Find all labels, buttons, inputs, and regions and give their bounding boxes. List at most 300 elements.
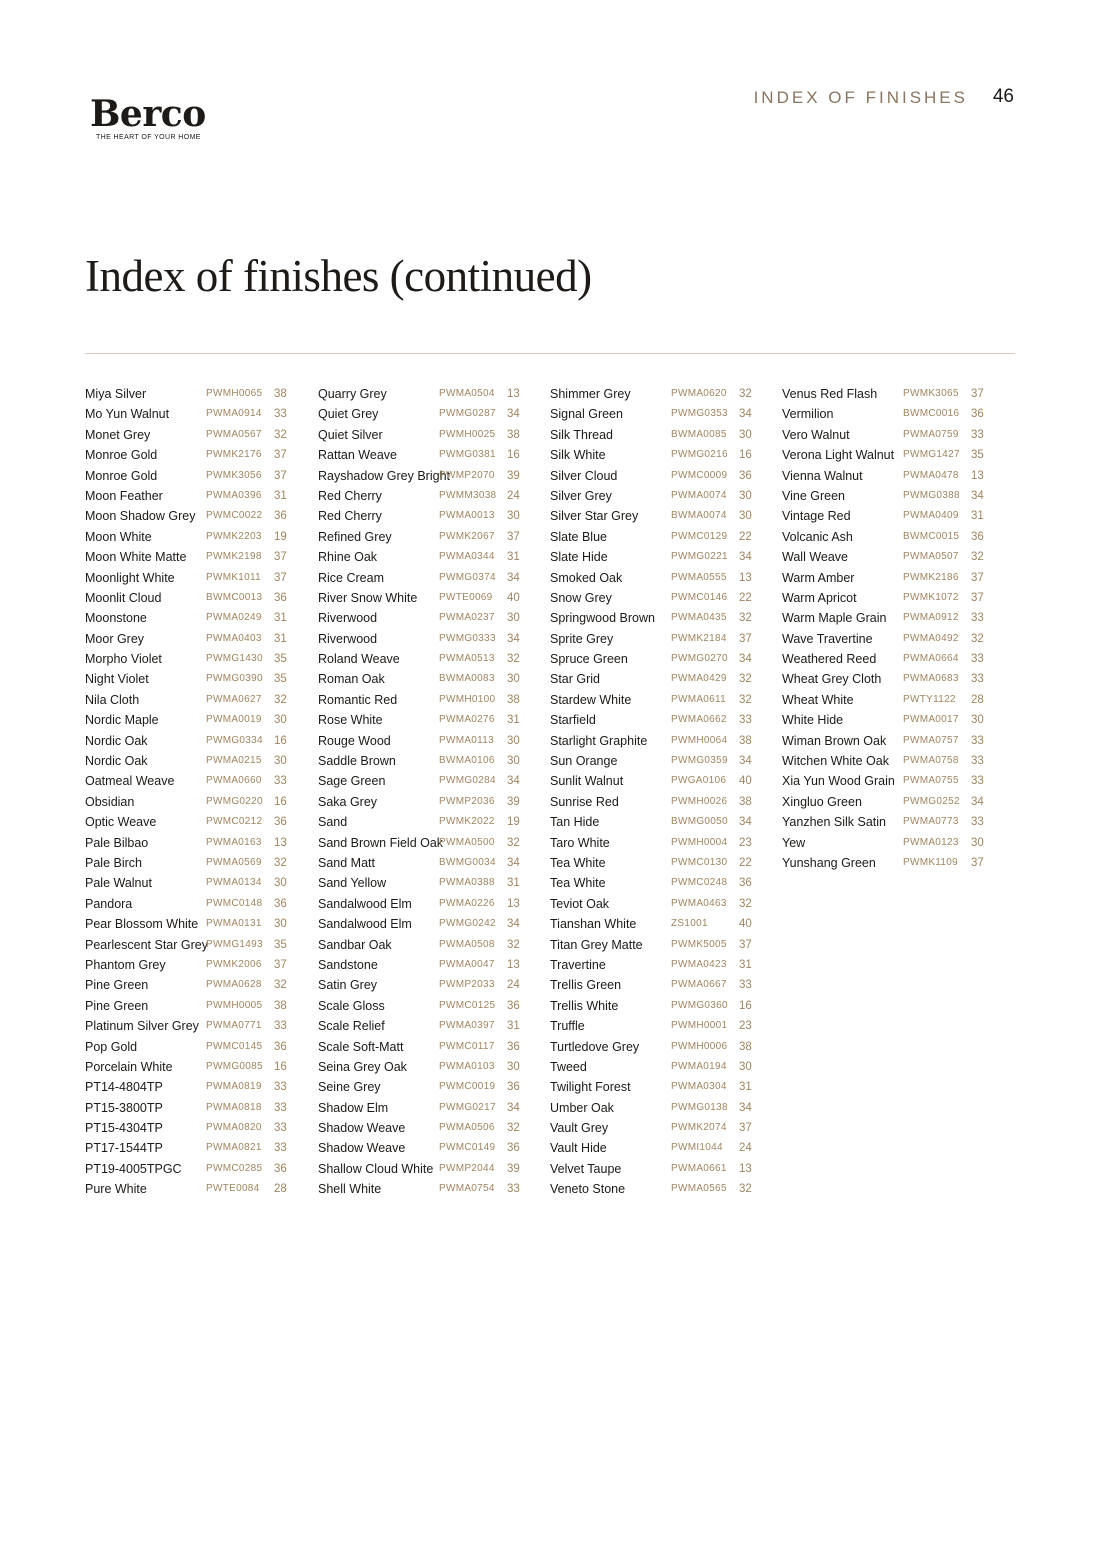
finish-page: 24: [507, 979, 520, 992]
finish-name: Rhine Oak: [318, 550, 378, 565]
finish-code: PWMG0333: [439, 632, 496, 644]
finish-code: PWMK2186: [903, 571, 959, 583]
finish-entry: [782, 629, 992, 649]
finish-page: 13: [507, 958, 520, 971]
finish-page: 13: [739, 571, 752, 584]
finish-code: PWMK1109: [903, 856, 959, 868]
finish-entry: [85, 669, 295, 689]
finish-code: PWMA0194: [671, 1060, 727, 1072]
finish-entry: [782, 649, 992, 669]
finish-entry: [85, 547, 295, 567]
finish-page: 30: [739, 428, 752, 441]
finish-name: Riverwood: [318, 611, 378, 626]
finish-name: Roman Oak: [318, 672, 385, 687]
finish-name: Nordic Oak: [85, 733, 148, 748]
finish-code: PWMP2044: [439, 1162, 495, 1174]
finish-page: 31: [507, 714, 520, 727]
finish-page: 22: [739, 591, 752, 604]
finish-code: PWMA0758: [903, 755, 959, 767]
finish-page: 34: [507, 632, 520, 645]
finish-name: Vine Green: [782, 488, 846, 503]
finish-name: Rattan Weave: [318, 448, 397, 463]
finish-code: PWMC0129: [671, 530, 728, 542]
finish-code: PWMC0146: [671, 591, 728, 603]
finish-name: Smoked Oak: [550, 570, 623, 585]
finish-page: 37: [507, 530, 520, 543]
finish-code: PWMA0047: [439, 958, 495, 970]
finish-entry: [550, 1159, 760, 1179]
finish-code: PWMA0113: [439, 734, 495, 746]
finish-name: Nila Cloth: [85, 692, 140, 707]
finish-code: PWMG0388: [903, 489, 960, 501]
finish-page: 22: [739, 530, 752, 543]
finish-name: Silver Cloud: [550, 468, 618, 483]
finish-page: 33: [274, 408, 287, 421]
finish-entry: [85, 527, 295, 547]
finish-entry: [85, 955, 295, 975]
finish-entry: [550, 506, 760, 526]
finish-code: PWMA0388: [439, 877, 495, 889]
finish-page: 32: [274, 693, 287, 706]
finish-page: 32: [739, 673, 752, 686]
finish-name: Starlight Graphite: [550, 733, 648, 748]
finish-page: 24: [507, 489, 520, 502]
finish-name: Wheat White: [782, 692, 854, 707]
finish-code: PWMA0237: [439, 612, 495, 624]
finish-code: PWMI1044: [671, 1142, 723, 1154]
finish-page: 32: [739, 1183, 752, 1196]
finish-page: 40: [739, 918, 752, 931]
finish-entry: [318, 466, 528, 486]
finish-code: PWMA0163: [206, 836, 262, 848]
finish-page: 38: [507, 428, 520, 441]
finish-name: Tweed: [550, 1059, 587, 1074]
finish-entry: [782, 425, 992, 445]
finish-page: 19: [507, 816, 520, 829]
finish-entry: [550, 914, 760, 934]
page-title: Index of finishes (continued): [85, 251, 592, 301]
finish-entry: [85, 1077, 295, 1097]
finish-entry: [550, 629, 760, 649]
finish-code: PWMC0009: [671, 469, 728, 481]
finish-entry: [550, 486, 760, 506]
finish-entry: [550, 404, 760, 424]
finish-page: 32: [507, 938, 520, 951]
finish-code: PWMH0065: [206, 388, 263, 399]
finish-page: 30: [274, 714, 287, 727]
finish-entry: [782, 690, 992, 710]
finish-code: PWMA0435: [671, 612, 727, 624]
finish-code: PWMH0001: [671, 1020, 728, 1032]
finish-entry: [782, 547, 992, 567]
finish-entry: [550, 1179, 760, 1199]
finish-page: 38: [274, 388, 287, 400]
finish-name: Quiet Silver: [318, 427, 383, 442]
finish-code: PWMA0396: [206, 489, 262, 501]
finish-code: PWMH0026: [671, 795, 728, 807]
finish-entry: [782, 751, 992, 771]
finish-code: PWMG0360: [671, 999, 728, 1011]
finish-name: Moon White: [85, 529, 152, 544]
finish-code: PWMH0006: [671, 1040, 728, 1052]
finish-code: BWMA0074: [671, 510, 727, 522]
finish-page: 33: [971, 775, 984, 788]
finish-page: 23: [739, 836, 752, 849]
finish-page: 33: [739, 979, 752, 992]
finish-name: Red Cherry: [318, 509, 382, 524]
finish-name: Sprite Grey: [550, 631, 614, 646]
finish-entry: [85, 935, 295, 955]
finish-page: 34: [507, 918, 520, 931]
index-column-4: [782, 384, 992, 873]
finish-name: PT17-1544TP: [85, 1141, 163, 1156]
finish-code: PWMH0100: [439, 693, 496, 705]
finish-entry: [85, 608, 295, 628]
finish-page: 28: [971, 693, 984, 706]
finish-entry: [318, 568, 528, 588]
finish-name: Moor Grey: [85, 631, 145, 646]
finish-name: Shadow Weave: [318, 1141, 406, 1156]
finish-code: PWMA0620: [671, 388, 727, 399]
section-label: INDEX OF FINISHES: [753, 88, 968, 107]
finish-entry: [550, 445, 760, 465]
finish-code: PWMA0429: [671, 673, 727, 685]
finish-name: Monroe Gold: [85, 448, 158, 463]
finish-name: Scale Gloss: [318, 998, 385, 1013]
finish-code: PWMP2070: [439, 469, 495, 481]
finish-page: 36: [507, 1142, 520, 1155]
finish-name: Sunrise Red: [550, 794, 619, 809]
finish-entry: [85, 466, 295, 486]
finish-code: PWMK2176: [206, 449, 262, 461]
finish-entry: [318, 1118, 528, 1138]
finish-name: Refined Grey: [318, 529, 392, 544]
finish-code: PWMC0248: [671, 877, 728, 889]
finish-code: PWMH0025: [439, 428, 496, 440]
finish-entry: [782, 812, 992, 832]
finish-entry: [318, 629, 528, 649]
finish-entry: [550, 710, 760, 730]
finish-name: Vienna Walnut: [782, 468, 863, 483]
finish-code: BWMG0050: [671, 816, 728, 828]
finish-code: PWMA0463: [671, 897, 727, 909]
finish-code: PWMH0004: [671, 836, 728, 848]
finish-page: 30: [507, 673, 520, 686]
finish-page: 32: [274, 428, 287, 441]
finish-page: 37: [274, 958, 287, 971]
finish-name: Phantom Grey: [85, 957, 166, 972]
finish-page: 33: [274, 1122, 287, 1135]
finish-code: BWMA0106: [439, 755, 495, 767]
finish-code: PWMK5005: [671, 938, 727, 950]
finish-name: Sand: [318, 815, 348, 830]
finish-page: 13: [507, 388, 520, 400]
finish-page: 34: [971, 795, 984, 808]
finish-code: PWMP2036: [439, 795, 495, 807]
finish-code: PWMC0130: [671, 856, 728, 868]
finish-entry: [318, 527, 528, 547]
finish-page: 36: [274, 1040, 287, 1053]
finish-code: PWTE0084: [206, 1183, 260, 1195]
finish-code: PWMC0117: [439, 1040, 495, 1052]
finish-entry: [318, 669, 528, 689]
finish-page: 33: [971, 816, 984, 829]
finish-page: 33: [971, 734, 984, 747]
finish-page: 40: [507, 591, 520, 604]
finish-page: 33: [971, 428, 984, 441]
finish-name: Saka Grey: [318, 794, 378, 809]
finish-name: Moonlight White: [85, 570, 175, 585]
finish-page: 33: [971, 673, 984, 686]
finish-code: PWMA0074: [671, 489, 727, 501]
finish-name: Snow Grey: [550, 590, 612, 605]
finish-name: Roland Weave: [318, 652, 400, 667]
finish-code: BWMA0085: [671, 428, 727, 440]
finish-page: 36: [971, 530, 984, 543]
finish-page: 36: [507, 999, 520, 1012]
finish-name: Quiet Grey: [318, 407, 379, 422]
finish-name: Warm Maple Grain: [782, 611, 887, 626]
finish-entry: [85, 1098, 295, 1118]
finish-code: PWMG0390: [206, 673, 263, 685]
finish-entry: [550, 771, 760, 791]
finish-page: 32: [507, 836, 520, 849]
finish-code: PWMG0334: [206, 734, 263, 746]
finish-entry: [85, 588, 295, 608]
finish-page: 31: [507, 551, 520, 564]
finish-code: PWMK2184: [671, 632, 727, 644]
finish-entry: [318, 588, 528, 608]
finish-page: 32: [971, 551, 984, 564]
finish-code: PWMG1427: [903, 449, 960, 461]
finish-entry: [550, 894, 760, 914]
finish-entry: [782, 731, 992, 751]
title-divider: [85, 353, 1015, 354]
finish-entry: [550, 690, 760, 710]
finish-entry: [85, 873, 295, 893]
finish-page: 39: [507, 469, 520, 482]
finish-name: Pale Walnut: [85, 876, 152, 891]
finish-code: PWMA0662: [671, 714, 727, 726]
finish-name: Warm Amber: [782, 570, 855, 585]
finish-page: 32: [739, 897, 752, 910]
finish-page: 30: [507, 612, 520, 625]
finish-entry: [85, 384, 295, 404]
finish-entry: [550, 384, 760, 404]
finish-page: 30: [274, 755, 287, 768]
finish-code: PWMA0660: [206, 775, 262, 787]
finish-page: 30: [739, 489, 752, 502]
finish-page: 35: [971, 449, 984, 462]
finish-entry: [318, 812, 528, 832]
finish-code: PWMA0565: [671, 1183, 727, 1195]
finish-entry: [782, 608, 992, 628]
finish-entry: [318, 547, 528, 567]
finish-page: 32: [739, 693, 752, 706]
finish-page: 34: [739, 1101, 752, 1114]
finish-page: 37: [739, 1122, 752, 1135]
finish-entry: [550, 1118, 760, 1138]
finish-code: PWMG0252: [903, 795, 960, 807]
finish-code: PWMA0344: [439, 551, 495, 563]
finish-name: Twilight Forest: [550, 1080, 631, 1095]
finish-code: PWMA0103: [439, 1060, 495, 1072]
finish-entry: [550, 731, 760, 751]
finish-entry: [318, 1179, 528, 1199]
finish-name: Yanzhen Silk Satin: [782, 815, 886, 830]
finish-code: PWMK2006: [206, 958, 262, 970]
finish-name: Nordic Maple: [85, 713, 159, 728]
finish-code: ZS1001: [671, 918, 708, 930]
finish-name: Yunshang Green: [782, 855, 876, 870]
finish-entry: [85, 771, 295, 791]
finish-page: 13: [739, 1162, 752, 1175]
finish-code: PWMA0912: [903, 612, 959, 624]
finish-entry: [318, 384, 528, 404]
finish-name: Tan Hide: [550, 815, 600, 830]
finish-page: 33: [507, 1183, 520, 1196]
finish-entry: [85, 996, 295, 1016]
finish-page: 38: [739, 734, 752, 747]
finish-name: Romantic Red: [318, 692, 398, 707]
finish-name: Tianshan White: [550, 917, 637, 932]
finish-name: Umber Oak: [550, 1100, 614, 1115]
finish-code: PWMA0019: [206, 714, 262, 726]
finish-code: PWMA0628: [206, 979, 262, 991]
finish-code: PWMA0567: [206, 428, 262, 440]
finish-page: 31: [739, 958, 752, 971]
finish-name: Miya Silver: [85, 387, 147, 401]
finish-entry: [318, 1159, 528, 1179]
finish-entry: [782, 445, 992, 465]
finish-code: PWTE0069: [439, 591, 493, 603]
finish-page: 35: [274, 673, 287, 686]
finish-entry: [85, 445, 295, 465]
finish-page: 34: [507, 408, 520, 421]
finish-page: 37: [274, 449, 287, 462]
finish-code: PWMG0138: [671, 1101, 728, 1113]
finish-page: 36: [274, 897, 287, 910]
finish-entry: [550, 547, 760, 567]
finish-entry: [550, 996, 760, 1016]
finish-code: PWMC0125: [439, 999, 496, 1011]
finish-name: Optic Weave: [85, 815, 157, 830]
finish-page: 23: [739, 1020, 752, 1033]
finish-entry: [550, 1037, 760, 1057]
finish-page: 30: [507, 1060, 520, 1073]
brand-logo: [90, 93, 206, 141]
finish-code: PWMG0381: [439, 449, 496, 461]
finish-name: Saddle Brown: [318, 754, 396, 769]
finish-code: PWMG0216: [671, 449, 728, 461]
finish-name: Springwood Brown: [550, 611, 655, 626]
finish-name: Vintage Red: [782, 509, 851, 524]
finish-code: PWMA0821: [206, 1142, 262, 1154]
finish-page: 30: [507, 755, 520, 768]
index-column-3: [550, 384, 760, 1200]
finish-page: 34: [739, 408, 752, 421]
finish-entry: [318, 445, 528, 465]
finish-page: 38: [507, 693, 520, 706]
finish-name: Pale Bilbao: [85, 835, 149, 850]
finish-page: 31: [274, 612, 287, 625]
finish-entry: [550, 466, 760, 486]
finish-entry: [318, 1138, 528, 1158]
finish-code: BWMC0013: [206, 591, 263, 603]
finish-name: Porcelain White: [85, 1059, 173, 1074]
finish-name: Travertine: [550, 957, 606, 972]
finish-name: PT19-4005TPGC: [85, 1161, 182, 1176]
finish-entry: [550, 853, 760, 873]
finish-code: PWMA0759: [903, 428, 959, 440]
finish-name: Volcanic Ash: [782, 529, 853, 544]
finish-page: 35: [274, 653, 287, 666]
finish-entry: [85, 731, 295, 751]
finish-page: 33: [971, 755, 984, 768]
finish-code: BWMC0016: [903, 408, 960, 420]
finish-page: 31: [274, 489, 287, 502]
finish-code: PWMA0506: [439, 1122, 495, 1134]
finish-entry: [85, 833, 295, 853]
finish-page: 32: [739, 388, 752, 400]
finish-page: 34: [739, 755, 752, 768]
finish-name: Wall Weave: [782, 550, 848, 565]
finish-code: PWMA0667: [671, 979, 727, 991]
finish-page: 37: [971, 571, 984, 584]
finish-entry: [318, 914, 528, 934]
finish-entry: [85, 1159, 295, 1179]
finish-page: 16: [739, 449, 752, 462]
finish-page: 30: [507, 510, 520, 523]
finish-name: Rose White: [318, 713, 383, 728]
finish-entry: [318, 690, 528, 710]
finish-code: PWMA0226: [439, 897, 495, 909]
finish-name: Slate Hide: [550, 550, 608, 565]
finish-page: 13: [971, 469, 984, 482]
finish-entry: [318, 404, 528, 424]
finish-name: Moon Feather: [85, 488, 163, 503]
finish-name: Seine Grey: [318, 1080, 381, 1095]
finish-page: 16: [507, 449, 520, 462]
finish-page: 33: [274, 1101, 287, 1114]
finish-page: 36: [739, 877, 752, 890]
finish-name: Pine Green: [85, 998, 149, 1013]
finish-entry: [782, 404, 992, 424]
finish-entry: [550, 425, 760, 445]
finish-code: PWGA0106: [671, 775, 727, 787]
finish-page: 30: [274, 877, 287, 890]
finish-code: BWMG0034: [439, 856, 496, 868]
finish-name: Truffle: [550, 1019, 585, 1034]
finish-page: 31: [507, 1020, 520, 1033]
finish-entry: [318, 853, 528, 873]
finish-entry: [318, 792, 528, 812]
finish-entry: [318, 771, 528, 791]
finish-code: PWMA0664: [903, 653, 959, 665]
finish-page: 22: [739, 856, 752, 869]
finish-code: PWMH0005: [206, 999, 263, 1011]
finish-name: Taro White: [550, 835, 610, 850]
finish-entry: [782, 384, 992, 404]
finish-page: 30: [274, 918, 287, 931]
finish-entry: [550, 751, 760, 771]
finish-name: Platinum Silver Grey: [85, 1019, 199, 1034]
finish-page: 35: [274, 938, 287, 951]
finish-page: 16: [739, 999, 752, 1012]
finish-name: Pearlescent Star Grey: [85, 937, 208, 952]
finish-page: 34: [507, 856, 520, 869]
finish-page: 32: [971, 632, 984, 645]
